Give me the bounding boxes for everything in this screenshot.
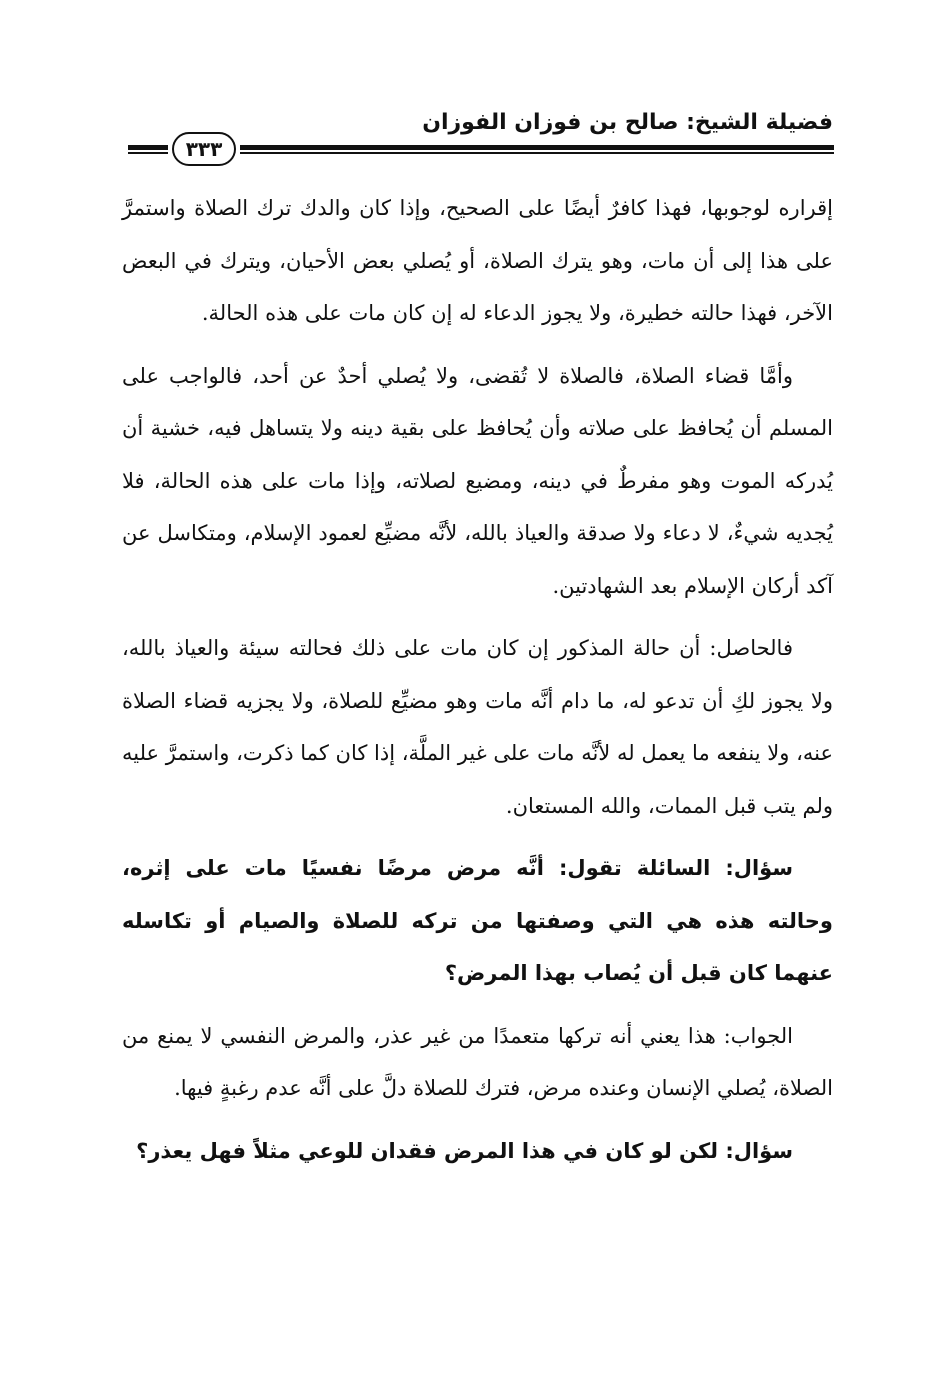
answer-1: الجواب: هذا يعني أنه تركها متعمدًا من غير عذر، والمرض النفسي لا يمنع من الصلاة، يُصلي الإنسان وعنده مرض، فترك للصلاة دلَّ على أنَّه عدم رغبةٍ فيها.	[122, 1023, 833, 1100]
header-rule-left	[128, 145, 168, 150]
page-number: ٣٣٣	[172, 132, 236, 166]
running-header-title: فضيلة الشيخ: صالح بن فوزان الفوزان	[422, 110, 833, 135]
body-text	[122, 182, 833, 1187]
header-rule-right	[240, 145, 834, 150]
paragraph-3: فالحاصل: أن حالة المذكور إن كان مات على ذلك فحالته سيئة والعياذ بالله، ولا يجوز لكِ أن تدعو له، ما دام أنَّه مات وهو مضيِّع للصلاة، ولا يجزيه قضاء الصلاة عنه، ولا ينفعه ما يعمل له لأنَّه مات على غير الملَّة، إذا كان كما ذكرت، واستمرَّ عليه ولم يتب قبل الممات، والله المستعان.	[122, 636, 833, 818]
question-1: سؤال: السائلة تقول: أنَّه مرض مرضًا نفسيًا مات على إثره، وحالته هذه هي التي وصفتها من تركه للصلاة والصيام أو تكاسله عنهما كان قبل أن يُصاب بهذا المرض؟	[122, 856, 833, 985]
paragraph-2: وأمَّا قضاء الصلاة، فالصلاة لا تُقضى، ولا يُصلي أحدٌ عن أحد، فالواجب على المسلم أن يُحافظ على صلاته وأن يُحافظ على بقية دينه ولا يتساهل فيه، خشية أن يُدركه الموت وهو مفرطٌ في دينه، ومضيع لصلاته، وإذا مات على هذه الحالة، فلا يُجديه شيءٌ، لا دعاء ولا صدقة والعياذ بالله، لأنَّه مضيِّع لعمود الإسلام، ومتكاسل عن آكد أركان الإسلام بعد الشهادتين.	[122, 363, 833, 598]
paragraph-1: إقراره لوجوبها، فهذا كافرٌ أيضًا على الصحيح، وإذا كان والدك ترك الصلاة واستمرَّ على هذا إلى أن مات، وهو يترك الصلاة، أو يُصلي بعض الأحيان، ويترك في البعض الآخر، فهذا حالته خطيرة، ولا يجوز الدعاء له إن كان مات على هذه الحالة.	[122, 196, 833, 325]
header-rule-right-thin	[240, 152, 834, 154]
question-2: سؤال: لكن لو كان في هذا المرض فقدان للوعي مثلاً فهل يعذر؟	[136, 1138, 793, 1163]
header-rule-left-thin	[128, 152, 168, 154]
